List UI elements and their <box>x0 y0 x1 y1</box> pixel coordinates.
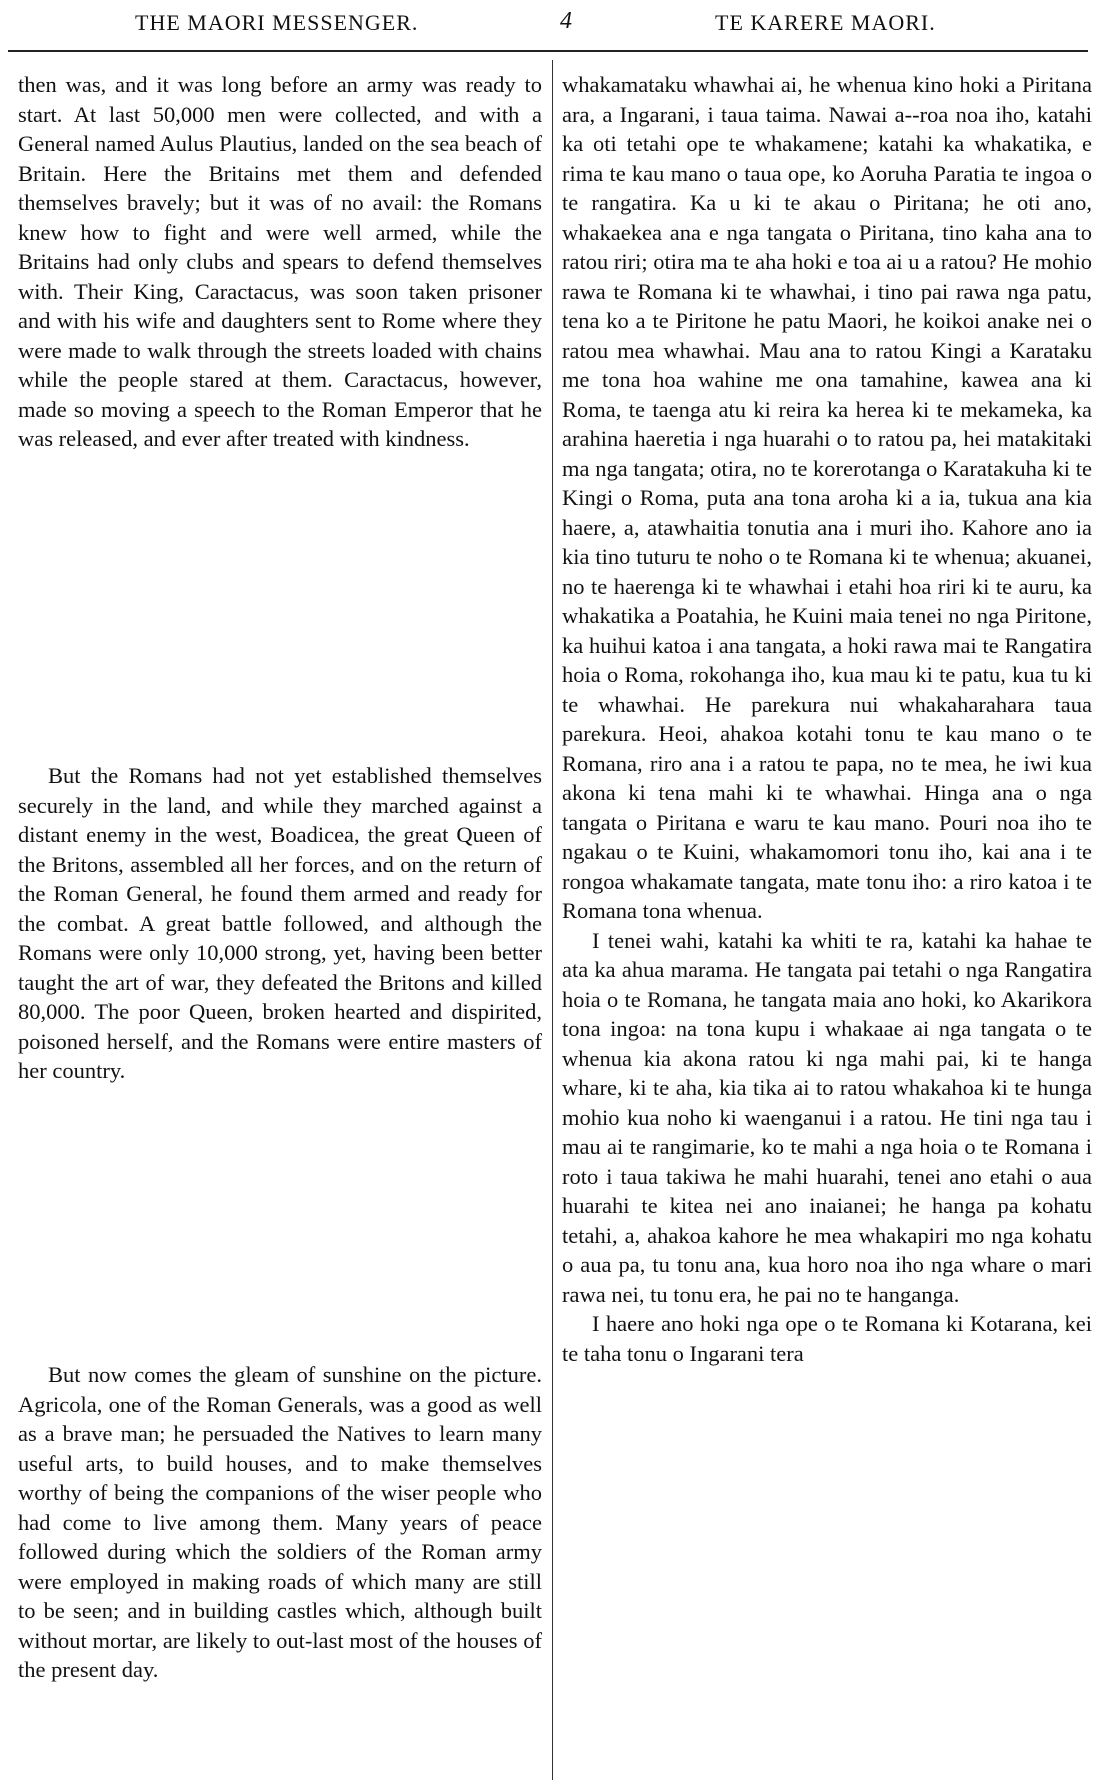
page-number: 4 <box>560 8 572 34</box>
maori-paragraph-3: I haere ano hoki nga ope o te Romana ki Kotarana, kei te taha tonu o Ingarani tera <box>562 1311 1092 1366</box>
english-paragraph-3 <box>18 1360 542 1685</box>
header-rule <box>8 50 1088 52</box>
maori-column <box>562 70 1092 1368</box>
english-masthead-title: THE MAORI MESSENGER. <box>135 10 419 35</box>
english-paragraph-1-text: then was, and it was long before an army was ready to start. At last 50,000 men were collected, and with a General named Aulus Plautius, landed on the sea beach of Britain. Here the Britains met them and defended themselves bravely; but it was of no avail: the Romans knew how to fight and were well armed, while the Britains had only clubs and spears to defend themselves with. Their King, Caractacus, was soon taken prisoner and with his wife and daughters sent to Rome where they were made to walk through the streets loaded with chains while the people stared at them. Caractacus, however, made so moving a speech to the Roman Emperor that he was released, and ever after treated with kindness. <box>18 72 542 451</box>
english-paragraph-1 <box>18 70 542 454</box>
column-divider <box>552 60 553 1780</box>
english-paragraph-3-text: But now comes the gleam of sunshine on the picture. Agricola, one of the Roman Generals, was a good as well as a brave man; he persuaded the Natives to learn many useful arts, to build houses, and to make themselves worthy of being the companions of the wiser people who had come to live among them. Many years of peace followed during which the soldiers of the Roman army were employed in making roads of which many are still to be seen; and in building castles which, although built without mortar, are likely to out-last most of the houses of the present day. <box>18 1362 542 1682</box>
maori-masthead-title: TE KARERE MAORI. <box>715 10 936 35</box>
english-paragraph-2-text: But the Romans had not yet established themselves securely in the land, and while they marched against a distant enemy in the west, Boadicea, the great Queen of the Britons, assembled all her forces, and on the return of the Roman General, he found them armed and ready for the combat. A great battle followed, and although the Romans were only 10,000 strong, yet, having been better taught the art of war, they defeated the Britons and killed 80,000. The poor Queen, broken hearted and dispirited, poisoned herself, and the Romans were entire masters of her country. <box>18 763 542 1083</box>
page-header <box>0 0 1114 46</box>
maori-paragraph-1: whakamataku whawhai ai, he whenua kino hoki a Piritana ara, a Ingarani, i taua taima. Nawai a--roa noa iho, katahi ka oti tetahi ope te whakamene; katahi ka whakatika, e rima te kau mano o taua ope, ko Aoruha Paratia te ingoa o te rangatira. Ka u ki te akau o Piritana; he oti ano, whakaekea ana e nga tangata o Piritana, tino kaha ana to ratou riri; otira ma te aha hoki e toa ai u a ratou? He mohio rawa te Romana ki te whawhai, i tino pai rawa nga patu, tena ko a te Piritone he patu Maori, he koikoi anake nei o ratou mea whawhai. Mau ana to ratou Kingi a Karataku me tona hoa wahine me ona tamahine, kawea ana ki Roma, te taenga atu ki reira ka herea ki te mekameka, ka arahina haeretia i nga huarahi o to ratou pa, hei matakitaki ma nga tangata; otira, no te korerotanga o Karatakuha ki te Kingi o Roma, puta ana tona aroha ki a ia, tukua ana kia haere, a, atawhaitia tonutia ana i muri iho. Kahore ano ia kia tino tuturu te noho o te Romana ki te whenua; akuanei, no te haerenga ki te whawhai i etahi hoa riri ki te auru, ka whakatika a Poatahia, he Kuini maia tenei no nga Piritone, ka huihui katoa i ana tangata, a hoki rawa mai te Rangatira hoia o Roma, rokohanga iho, kua mau ki te patu, kua tu ki te whawhai. He parekura nui whakaharahara taua parekura. Heoi, ahakoa kotahi tonu te kau mano o te Romana, riro ana i a ratou te papa, no te mea, he iwi kua akona ki tena mahi ki te whawhai. Hinga ana o nga tangata o Piritana e waru te kau mano. Pouri noa iho te ngakau o te Kuini, whakamomori tonu iho, kai ana i te rongoa whakamate tangata, mate tonu iho: a riro katoa i te Romana tona whenua. <box>562 72 1092 923</box>
maori-paragraph-2: I tenei wahi, katahi ka whiti te ra, katahi ka hahae te ata ka ahua marama. He tangata pai tetahi o nga Rangatira hoia o te Romana, he tangata maia ano hoki, ko Akarikora tona ingoa: na tona kupu i whakaae ai nga tangata o te whenua kia akona ratou ki nga mahi pai, ki te hanga whare, ki te aha, kia tika ai to ratou whakahoa ki te hunga mohio kua noho ki waenganui i a ratou. He tini nga tau i mau ai te rangimarie, ko te mahi a nga hoia o te Romana i roto i taua takiwa he mahi huarahi, tenei ano etahi o aua huarahi te kitea nei ano inaianei; he hanga pa kohatu tetahi, a, ahakoa kahore he mea whakapiri mo nga kohatu o aua pa, tu tonu ana, kua horo noa iho nga whare o mari rawa nei, tu tonu era, he pai no te hanganga. <box>562 927 1092 1307</box>
english-paragraph-2 <box>18 761 542 1086</box>
